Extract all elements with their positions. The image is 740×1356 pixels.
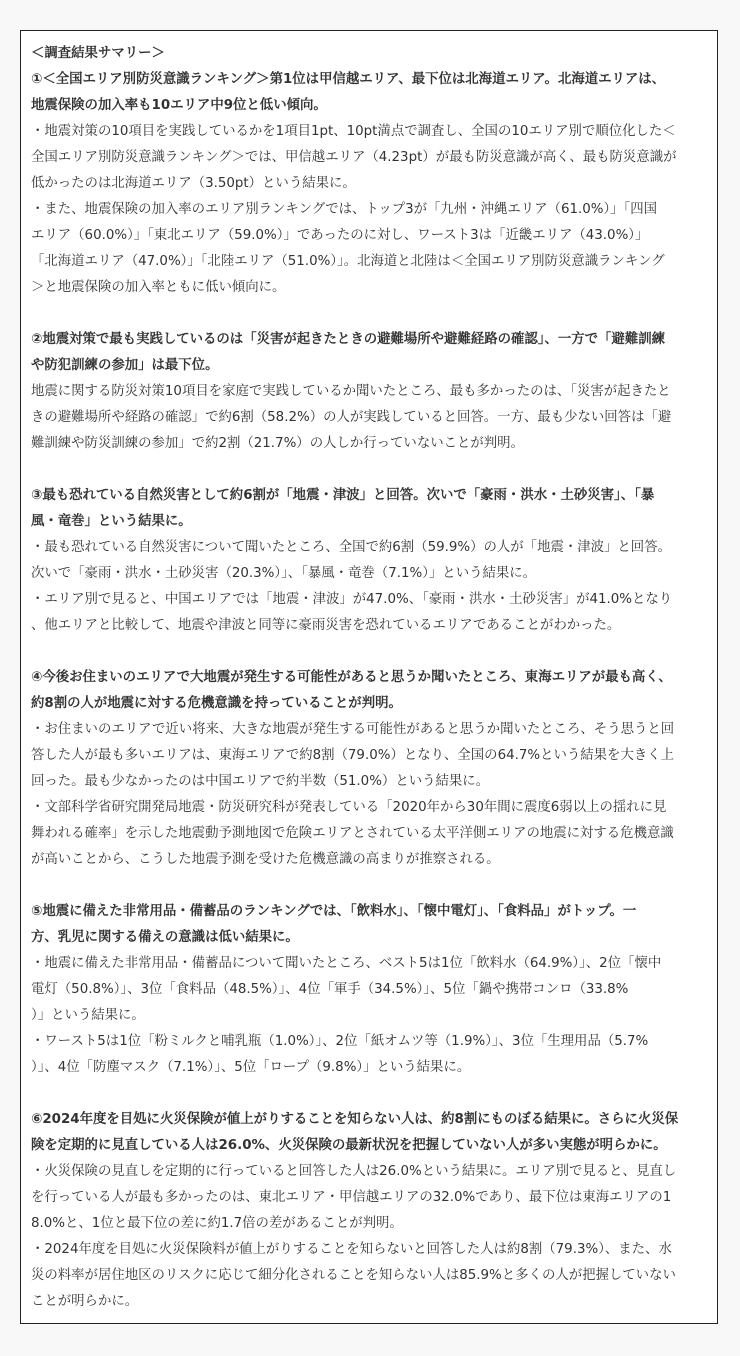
section-paragraph: ・お住まいのエリアで近い将来、大きな地震が発生する可能性があると思うか聞いたところ、そう思うと回 答した人が最も多いエリアは、東海エリアで約8割（79.0%）となり、全国の64.7%という結果を大きく上 回った。最も少なかったのは中国エリアで約半数（51.0%）という結果に。 bbox=[31, 722, 675, 789]
section-paragraph: ・地震に備えた非常用品・備蓄品について聞いたところ、ベスト5は1位「飲料水（64.9%）」、2位「懐中 電灯（50.8%）」、3位「食料品（48.5%）」、4位「軍手（34.5%）」、5位「鍋や携帯コンロ（33.8% ）」という結果に。 bbox=[31, 956, 662, 1023]
summary-section-4 bbox=[31, 665, 708, 873]
survey-summary-box bbox=[20, 30, 718, 1324]
section-paragraph: ・2024年度を目処に火災保険料が値上がりすることを知らないと回答した人は約8割（79.3%）、また、水 災の料率が居住地区のリスクに応じて細分化されることを知らない人は85.9%と多くの人が把握していない ことが明らかに。 bbox=[31, 1242, 676, 1309]
section-paragraph: ・火災保険の見直しを定期的に行っていると回答した人は26.0%という結果に。エリア別で見ると、見直し を行っている人が最も多かったのは、東北エリア・甲信越エリアの32.0%であり、最下位は東海エリアの1 8.0%と、1位と最下位の差に約1.7倍の差があることが判明。 bbox=[31, 1164, 677, 1231]
section-paragraph: ・ワースト5は1位「粉ミルクと哺乳瓶（1.0%）」、2位「紙オムツ等（1.9%）」、3位「生理用品（5.7% ）」、4位「防塵マスク（7.1%）」、5位「ロープ（9.8%）」という結果に。 bbox=[31, 1034, 649, 1075]
summary-section-2 bbox=[31, 327, 708, 457]
section-title: ①＜全国エリア別防災意識ランキング＞第1位は甲信越エリア、最下位は北海道エリア。北海道エリアは、 地震保険の加入率も10エリア中9位と低い傾向。 bbox=[31, 72, 666, 113]
section-title: ②地震対策で最も実践しているのは「災害が起きたときの避難場所や避難経路の確認」、一方で「避難訓練 や防犯訓練の参加」は最下位。 bbox=[31, 332, 665, 373]
summary-section-6 bbox=[31, 1107, 708, 1315]
summary-section-3 bbox=[31, 483, 708, 639]
section-paragraph: ・文部科学省研究開発局地震・防災研究科が発表している「2020年から30年間に震度6弱以上の揺れに見 舞われる確率」を示した地震動予測地図で危険エリアとされている太平洋側エリアの地震に対する危機意識 が高いことから、こうした地震予測を受けた危機意識の高まりが推察される。 bbox=[31, 800, 674, 867]
summary-section-5 bbox=[31, 899, 708, 1081]
section-paragraph: ・エリア別で見ると、中国エリアでは「地震・津波」が47.0%、「豪雨・洪水・土砂災害」が41.0%となり 、他エリアと比較して、地震や津波と同等に豪雨災害を恐れているエリアであることがわかった。 bbox=[31, 592, 673, 633]
section-paragraph: ・最も恐れている自然災害について聞いたところ、全国で約6割（59.9%）の人が「地震・津波」と回答。 次いで「豪雨・洪水・土砂災害（20.3%）」、「暴風・竜巻（7.1%）」という結果に。 bbox=[31, 540, 671, 581]
section-title: ⑤地震に備えた非常用品・備蓄品のランキングでは、「飲料水」、「懐中電灯」、「食料品」がトップ。一 方、乳児に関する備えの意識は低い結果に。 bbox=[31, 904, 637, 945]
section-title: ⑥2024年度を目処に火災保険が値上がりすることを知らない人は、約8割にものぼる結果に。さらに火災保 険を定期的に見直している人は26.0%、火災保険の最新状況を把握していない人が多い実態が明らかに。 bbox=[31, 1112, 679, 1153]
summary-heading: ＜調査結果サマリー＞ bbox=[31, 46, 165, 61]
summary-section-1 bbox=[31, 67, 708, 301]
section-paragraph: ・地震対策の10項目を実践しているかを1項目1pt、10pt満点で調査し、全国の10エリア別で順位化した＜ 全国エリア別防災意識ランキング＞では、甲信越エリア（4.23pt）が最も防災意識が高く、最も防災意識が 低かったのは北海道エリア（3.50pt）という結果に。 bbox=[31, 124, 677, 191]
section-title: ④今後お住まいのエリアで大地震が発生する可能性があると思うか聞いたところ、東海エリアが最も高く、 約8割の人が地震に対する危機意識を持っていることが判明。 bbox=[31, 670, 672, 711]
section-title: ③最も恐れている自然災害として約6割が「地震・津波」と回答。次いで「豪雨・洪水・土砂災害」、「暴 風・竜巻」という結果に。 bbox=[31, 488, 655, 529]
section-paragraph: 地震に関する防災対策10項目を家庭で実践しているか聞いたところ、最も多かったのは、「災害が起きたと きの避難場所や経路の確認」で約6割（58.2%）の人が実践していると回答。一方、最も少ない回答は「避 難訓練や防災訓練の参加」で約2割（21.7%）の人しか行っていないことが判明。 bbox=[31, 384, 672, 451]
section-paragraph: ・また、地震保険の加入率のエリア別ランキングでは、トップ3が「九州・沖縄エリア（61.0%）」「四国 エリア（60.0%）」「東北エリア（59.0%）」であったのに対し、ワースト3は「近畿エリア（43.0%）」 「北海道エリア（47.0%）」「北陸エリア（51.0%）」。北海道と北陸は＜全国エリア別防災意識ランキング ＞と地震保険の加入率ともに低い傾向に。 bbox=[31, 202, 665, 295]
